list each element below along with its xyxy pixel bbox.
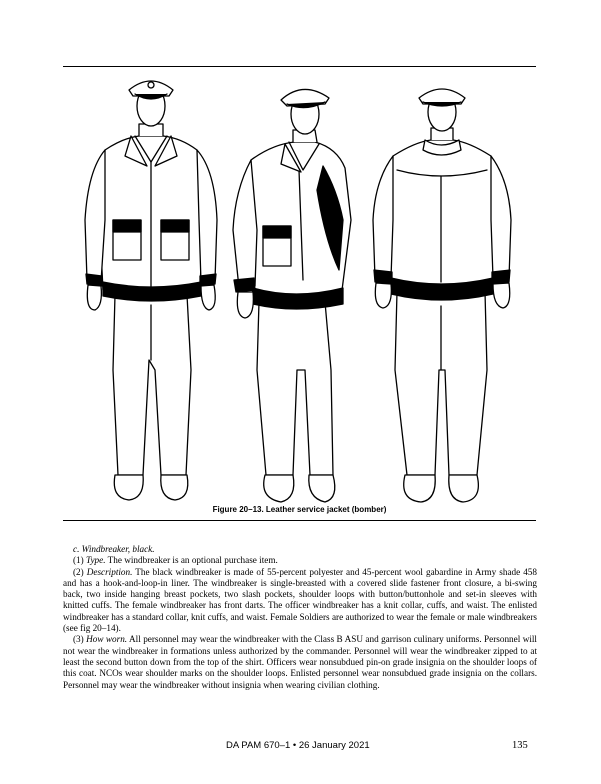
type-title: Type. — [86, 555, 106, 566]
footer-page-number: 135 — [512, 740, 528, 751]
heading-letter: c. — [73, 544, 80, 554]
description-label: (2) — [73, 566, 84, 577]
soldier-front-view — [85, 81, 217, 500]
figure-caption: Figure 20–13. Leather service jacket (bomber) — [212, 505, 387, 514]
description-title: Description. — [86, 566, 133, 577]
bottom-rule — [63, 520, 536, 521]
how-worn-title: How worn. — [86, 634, 128, 645]
how-worn-label: (3) — [73, 634, 84, 645]
description-paragraph — [63, 567, 537, 635]
how-worn-paragraph — [63, 634, 537, 690]
type-paragraph — [63, 555, 537, 566]
top-rule — [63, 66, 536, 67]
type-text: The windbreaker is an optional purchase item. — [107, 555, 278, 566]
description-text: The black windbreaker is made of 55-percent polyester and 45-percent wool gabardine in Army shade 458 and has a hook-and-loop-in liner. The windbreaker is single-breasted with a covered slide fastener front closure, a bi-swing back, two inside hanging breast pockets, two slash pockets, shoulder loops with button/buttonhole and set-in sleeves with knitted cuffs. The female windbreaker has front darts. The officer windbreaker has a knit collar, cuffs, and waist. The enlisted windbreaker has a standard collar, knit cuffs, and waist. Female Soldiers are authorized to wear the female or male windbreakers (see fig 20–14). — [63, 566, 537, 634]
how-worn-text: All personnel may wear the windbreaker with the Class B ASU and garrison culinary uniforms. Personnel will not wear the windbreaker in formations unless authorized by the commander. Personnel will wear the windbreaker zipped to at least the second button down from the top of the shirt. Officers wear nonsubdued pin-on grade insignia on the shoulder loops of this coat. NCOs wear shoulder marks on the shoulder loops. Enlisted personnel wear nonsubdued grade insignia on the collars. Personnel may wear the windbreaker without insignia when wearing civilian clothing. — [63, 634, 537, 690]
figure-illustration — [63, 70, 536, 510]
section-heading — [63, 544, 537, 555]
type-label: (1) — [73, 555, 84, 566]
body-text — [63, 544, 537, 691]
footer-publication: DA PAM 670–1 • 26 January 2021 — [226, 740, 370, 751]
soldier-back-view — [373, 89, 511, 502]
heading-title: Windbreaker, black. — [81, 544, 155, 554]
soldier-side-view — [233, 89, 351, 502]
